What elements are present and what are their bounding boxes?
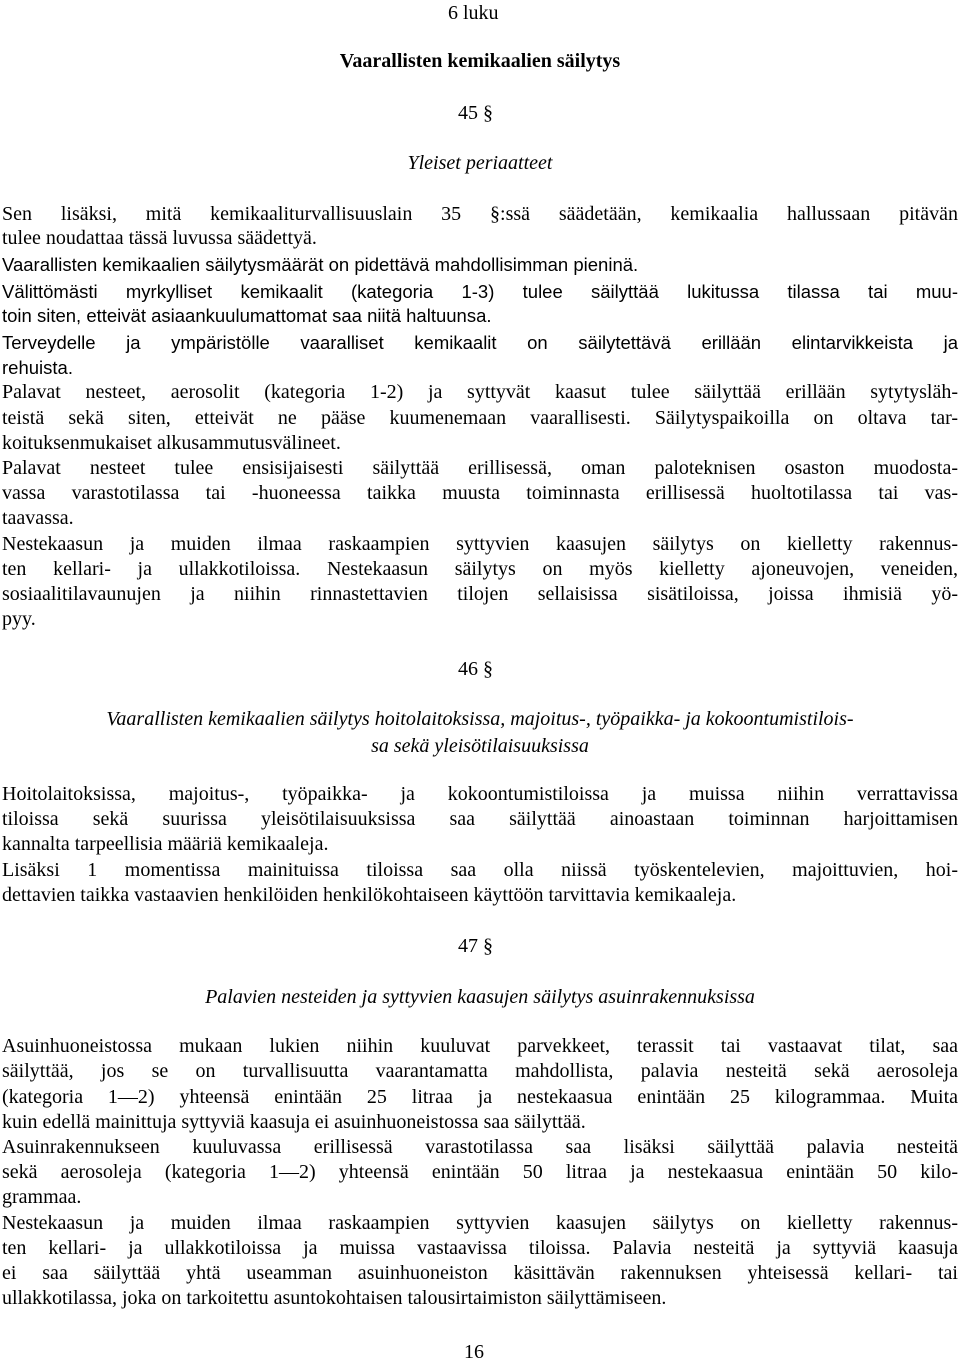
paragraph-line: pyy. xyxy=(2,608,36,630)
paragraph-line: ei saa säilyttää yhtä useamman asuinhuoneiston käsittävän rakennuksen yhteisessä kellari- tai xyxy=(2,1262,958,1284)
paragraph-line: Asuinrakennukseen kuuluvassa erillisessä varastotilassa saa lisäksi säilyttää palavia nesteitä xyxy=(2,1136,958,1158)
paragraph-line: ten kellari- ja ullakkotiloissa ja muissa vastaavissa tiloissa. Palavia nesteitä ja syttyviä kaasuja xyxy=(2,1237,958,1259)
paragraph-line: tulee noudattaa tässä luvussa säädettyä. xyxy=(2,227,317,249)
chapter-title: Vaarallisten kemikaalien säilytys xyxy=(339,50,621,72)
chapter-number: 6 luku xyxy=(448,2,499,24)
paragraph-line: sekä aerosoleja (kategoria 1—2) yhteensä enintään 50 litraa ja nestekaasua enintään 50 kilo- xyxy=(2,1161,958,1183)
section-47-number: 47 § xyxy=(458,935,493,957)
paragraph-line: Terveydelle ja ympäristölle vaaralliset kemikaalit on säilytettävä erillään elintarvikkeista ja xyxy=(2,332,958,353)
paragraph-line: taavassa. xyxy=(2,507,74,529)
paragraph-line: koituksenmukaiset alkusammutusvälineet. xyxy=(2,432,341,454)
paragraph-line: teistä sekä siten, etteivät ne pääse kuumenemaan vaarallisesti. Säilytyspaikoilla on oltava tar- xyxy=(2,407,958,429)
paragraph-line: Lisäksi 1 momentissa mainituissa tiloissa saa olla niissä työskentelevien, majoittuvien, hoi- xyxy=(2,859,958,881)
paragraph-line: ten kellari- ja ullakkotiloissa. Nestekaasun säilytys on myös kielletty ajoneuvojen, veneiden, xyxy=(2,558,958,580)
paragraph-line: Sen lisäksi, mitä kemikaaliturvallisuuslain 35 §:ssä säädetään, kemikaalia hallussaan pitävän xyxy=(2,203,958,225)
paragraph-line: grammaa. xyxy=(2,1186,82,1208)
page-number: 16 xyxy=(464,1341,484,1363)
paragraph-line: ullakkotilassa, joka on tarkoitettu asuntokohtaisen talousirtaimiston säilyttämiseen. xyxy=(2,1287,667,1309)
section-45-title: Yleiset periaatteet xyxy=(407,152,553,174)
paragraph-line: Välittömästi myrkylliset kemikaalit (kategoria 1-3) tulee säilyttää lukitussa tilassa tai muu- xyxy=(2,281,958,302)
paragraph-line: Asuinhuoneistossa mukaan lukien niihin kuuluvat parvekkeet, terassit tai vastaavat tilat, saa xyxy=(2,1035,958,1057)
section-46-title-line-2: sa sekä yleisötilaisuuksissa xyxy=(371,735,589,757)
paragraph-line: Hoitolaitoksissa, majoitus-, työpaikka- ja kokoontumistiloissa ja muissa niihin verrattavissa xyxy=(2,783,958,805)
paragraph-line: (kategoria 1—2) yhteensä enintään 25 litraa ja nestekaasua enintään 25 kilogrammaa. Muita xyxy=(2,1086,958,1108)
paragraph-line: kuin edellä mainittuja syttyviä kaasuja ei asuinhuoneistossa saa säilyttää. xyxy=(2,1111,586,1133)
paragraph-line: sosiaalitilavaunujen ja niihin rinnastettavien tilojen sellaisissa sisätiloissa, joissa ihmisiä yö- xyxy=(2,583,958,605)
section-46-title-line-1: Vaarallisten kemikaalien säilytys hoitolaitoksissa, majoitus-, työpaikka- ja kokoontumistilois- xyxy=(106,708,854,730)
paragraph-line: tiloissa sekä suurissa yleisötilaisuuksissa saa säilyttää ainoastaan toiminnan harjoittamisen xyxy=(2,808,958,830)
paragraph-line: Palavat nesteet tulee ensisijaisesti säilyttää erillisessä, oman paloteknisen osaston muodosta- xyxy=(2,457,958,479)
paragraph-line: rehuista. xyxy=(2,357,73,378)
paragraph-line: Nestekaasun ja muiden ilmaa raskaampien syttyvien kaasujen säilytys on kielletty rakennus- xyxy=(2,1212,958,1234)
section-47-title: Palavien nesteiden ja syttyvien kaasujen säilytys asuinrakennuksissa xyxy=(205,986,755,1008)
paragraph-line: dettavien taikka vastaavien henkilöiden henkilökohtaiseen käyttöön tarvittavia kemikaaleja. xyxy=(2,884,737,906)
paragraph-line: Nestekaasun ja muiden ilmaa raskaampien syttyvien kaasujen säilytys on kielletty rakennus- xyxy=(2,533,958,555)
paragraph-line: säilyttää, jos se on turvallisuutta vaarantamatta mahdollista, palavia nesteitä sekä aerosoleja xyxy=(2,1060,958,1082)
section-46-number: 46 § xyxy=(458,658,493,680)
paragraph-line: kannalta tarpeellisia määriä kemikaaleja. xyxy=(2,833,329,855)
section-45-number: 45 § xyxy=(458,102,493,124)
paragraph-line: Vaarallisten kemikaalien säilytysmäärät on pidettävä mahdollisimman pieninä. xyxy=(2,254,639,275)
paragraph-line: vassa varastotilassa tai -huoneessa taikka muusta toiminnasta erillisessä huoltotilassa tai vas- xyxy=(2,482,958,504)
paragraph-line: toin siten, etteivät asiaankuulumattomat saa niitä haltuunsa. xyxy=(2,305,492,326)
paragraph-line: Palavat nesteet, aerosolit (kategoria 1-2) ja syttyvät kaasut tulee säilyttää erillään sytytysläh- xyxy=(2,381,958,403)
